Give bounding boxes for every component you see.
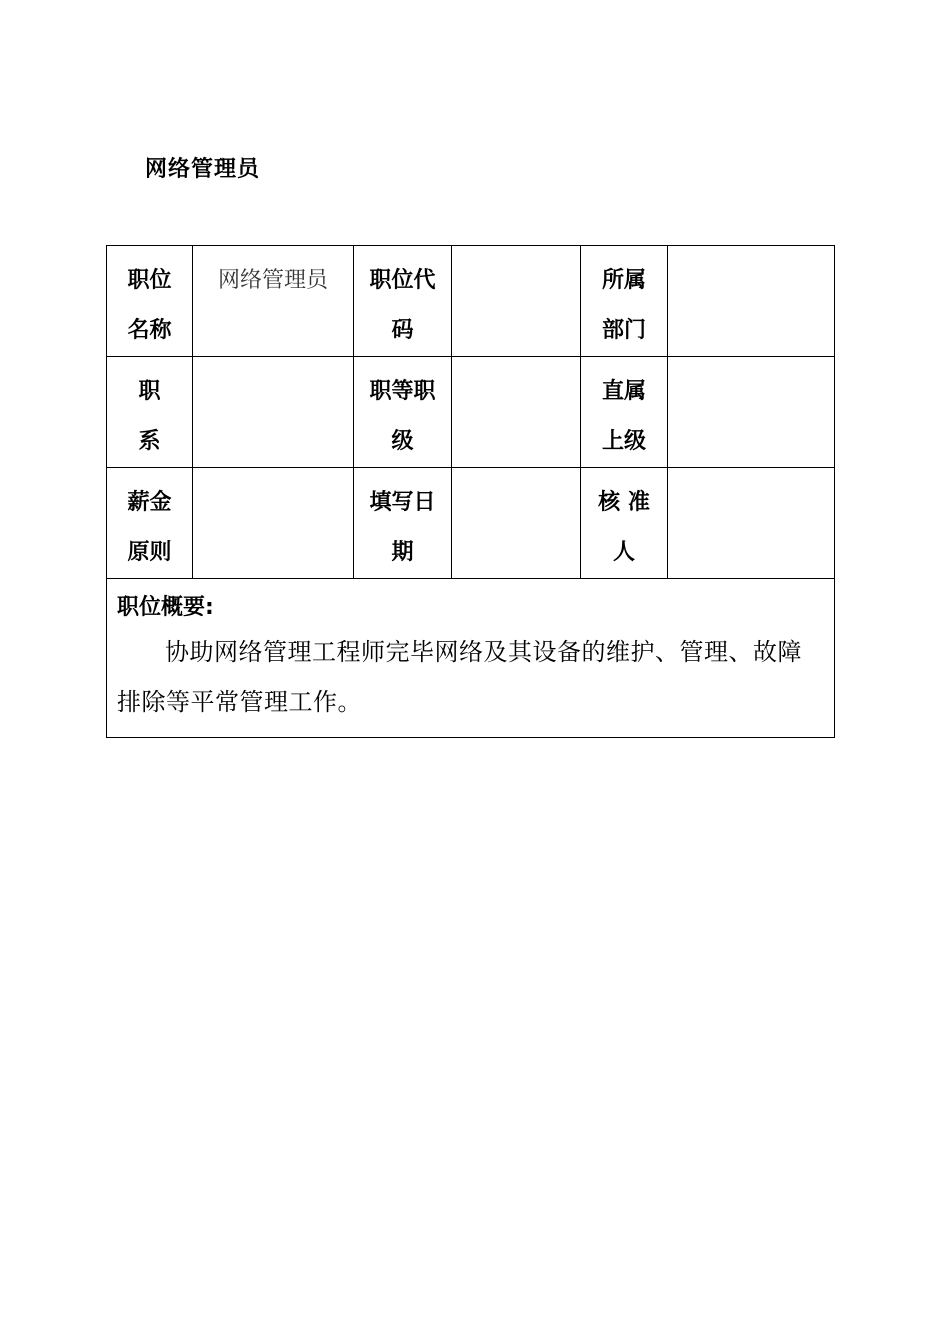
document-title: 网络管理员: [145, 157, 261, 182]
cell-line: 职等职: [369, 379, 436, 404]
table-cell: [581, 246, 668, 357]
table-cell: [107, 468, 193, 579]
table-cell: [668, 357, 835, 468]
cell-line: 填写日: [369, 490, 436, 515]
cell-line: 人: [612, 540, 635, 565]
table-cell: [581, 468, 668, 579]
summary-row: [107, 579, 835, 738]
table-cell: [452, 468, 581, 579]
table-cell: [354, 468, 452, 579]
table-cell: [354, 246, 452, 357]
job-info-table: [106, 245, 835, 738]
cell-line: 职位: [127, 268, 172, 293]
table-cell: [193, 468, 354, 579]
table-row: [107, 246, 835, 357]
cell-line: 所属: [601, 268, 646, 293]
cell-line: 级: [391, 429, 414, 454]
cell-line: 码: [391, 318, 414, 343]
cell-line: 网络管理员: [217, 268, 328, 293]
table-cell: [193, 246, 354, 357]
cell-line: 直属: [601, 379, 646, 404]
table-cell: [107, 246, 193, 357]
cell-line: 期: [391, 540, 414, 565]
table-cell: [193, 357, 354, 468]
cell-line: 核 准: [598, 490, 650, 515]
table-cell: [581, 357, 668, 468]
table-row: [107, 468, 835, 579]
table-row: [107, 357, 835, 468]
summary-text: 协助网络管理工程师完毕网络及其设备的维护、管理、故障排除等平常管理工作。: [117, 638, 802, 716]
cell-line: 薪金: [127, 490, 172, 515]
table-cell: [354, 357, 452, 468]
table-cell: [452, 357, 581, 468]
table-cell: [452, 246, 581, 357]
cell-line: 系: [138, 429, 161, 454]
cell-line: 职位代: [369, 268, 436, 293]
table-cell: [668, 468, 835, 579]
cell-line: 原则: [127, 540, 172, 565]
summary-cell: [107, 579, 835, 738]
table-cell: [668, 246, 835, 357]
cell-line: 部门: [601, 318, 646, 343]
table-cell: [107, 357, 193, 468]
summary-label: 职位概要:: [117, 595, 214, 620]
cell-line: 职: [138, 379, 161, 404]
cell-line: 名称: [127, 318, 172, 343]
cell-line: 上级: [601, 429, 646, 454]
